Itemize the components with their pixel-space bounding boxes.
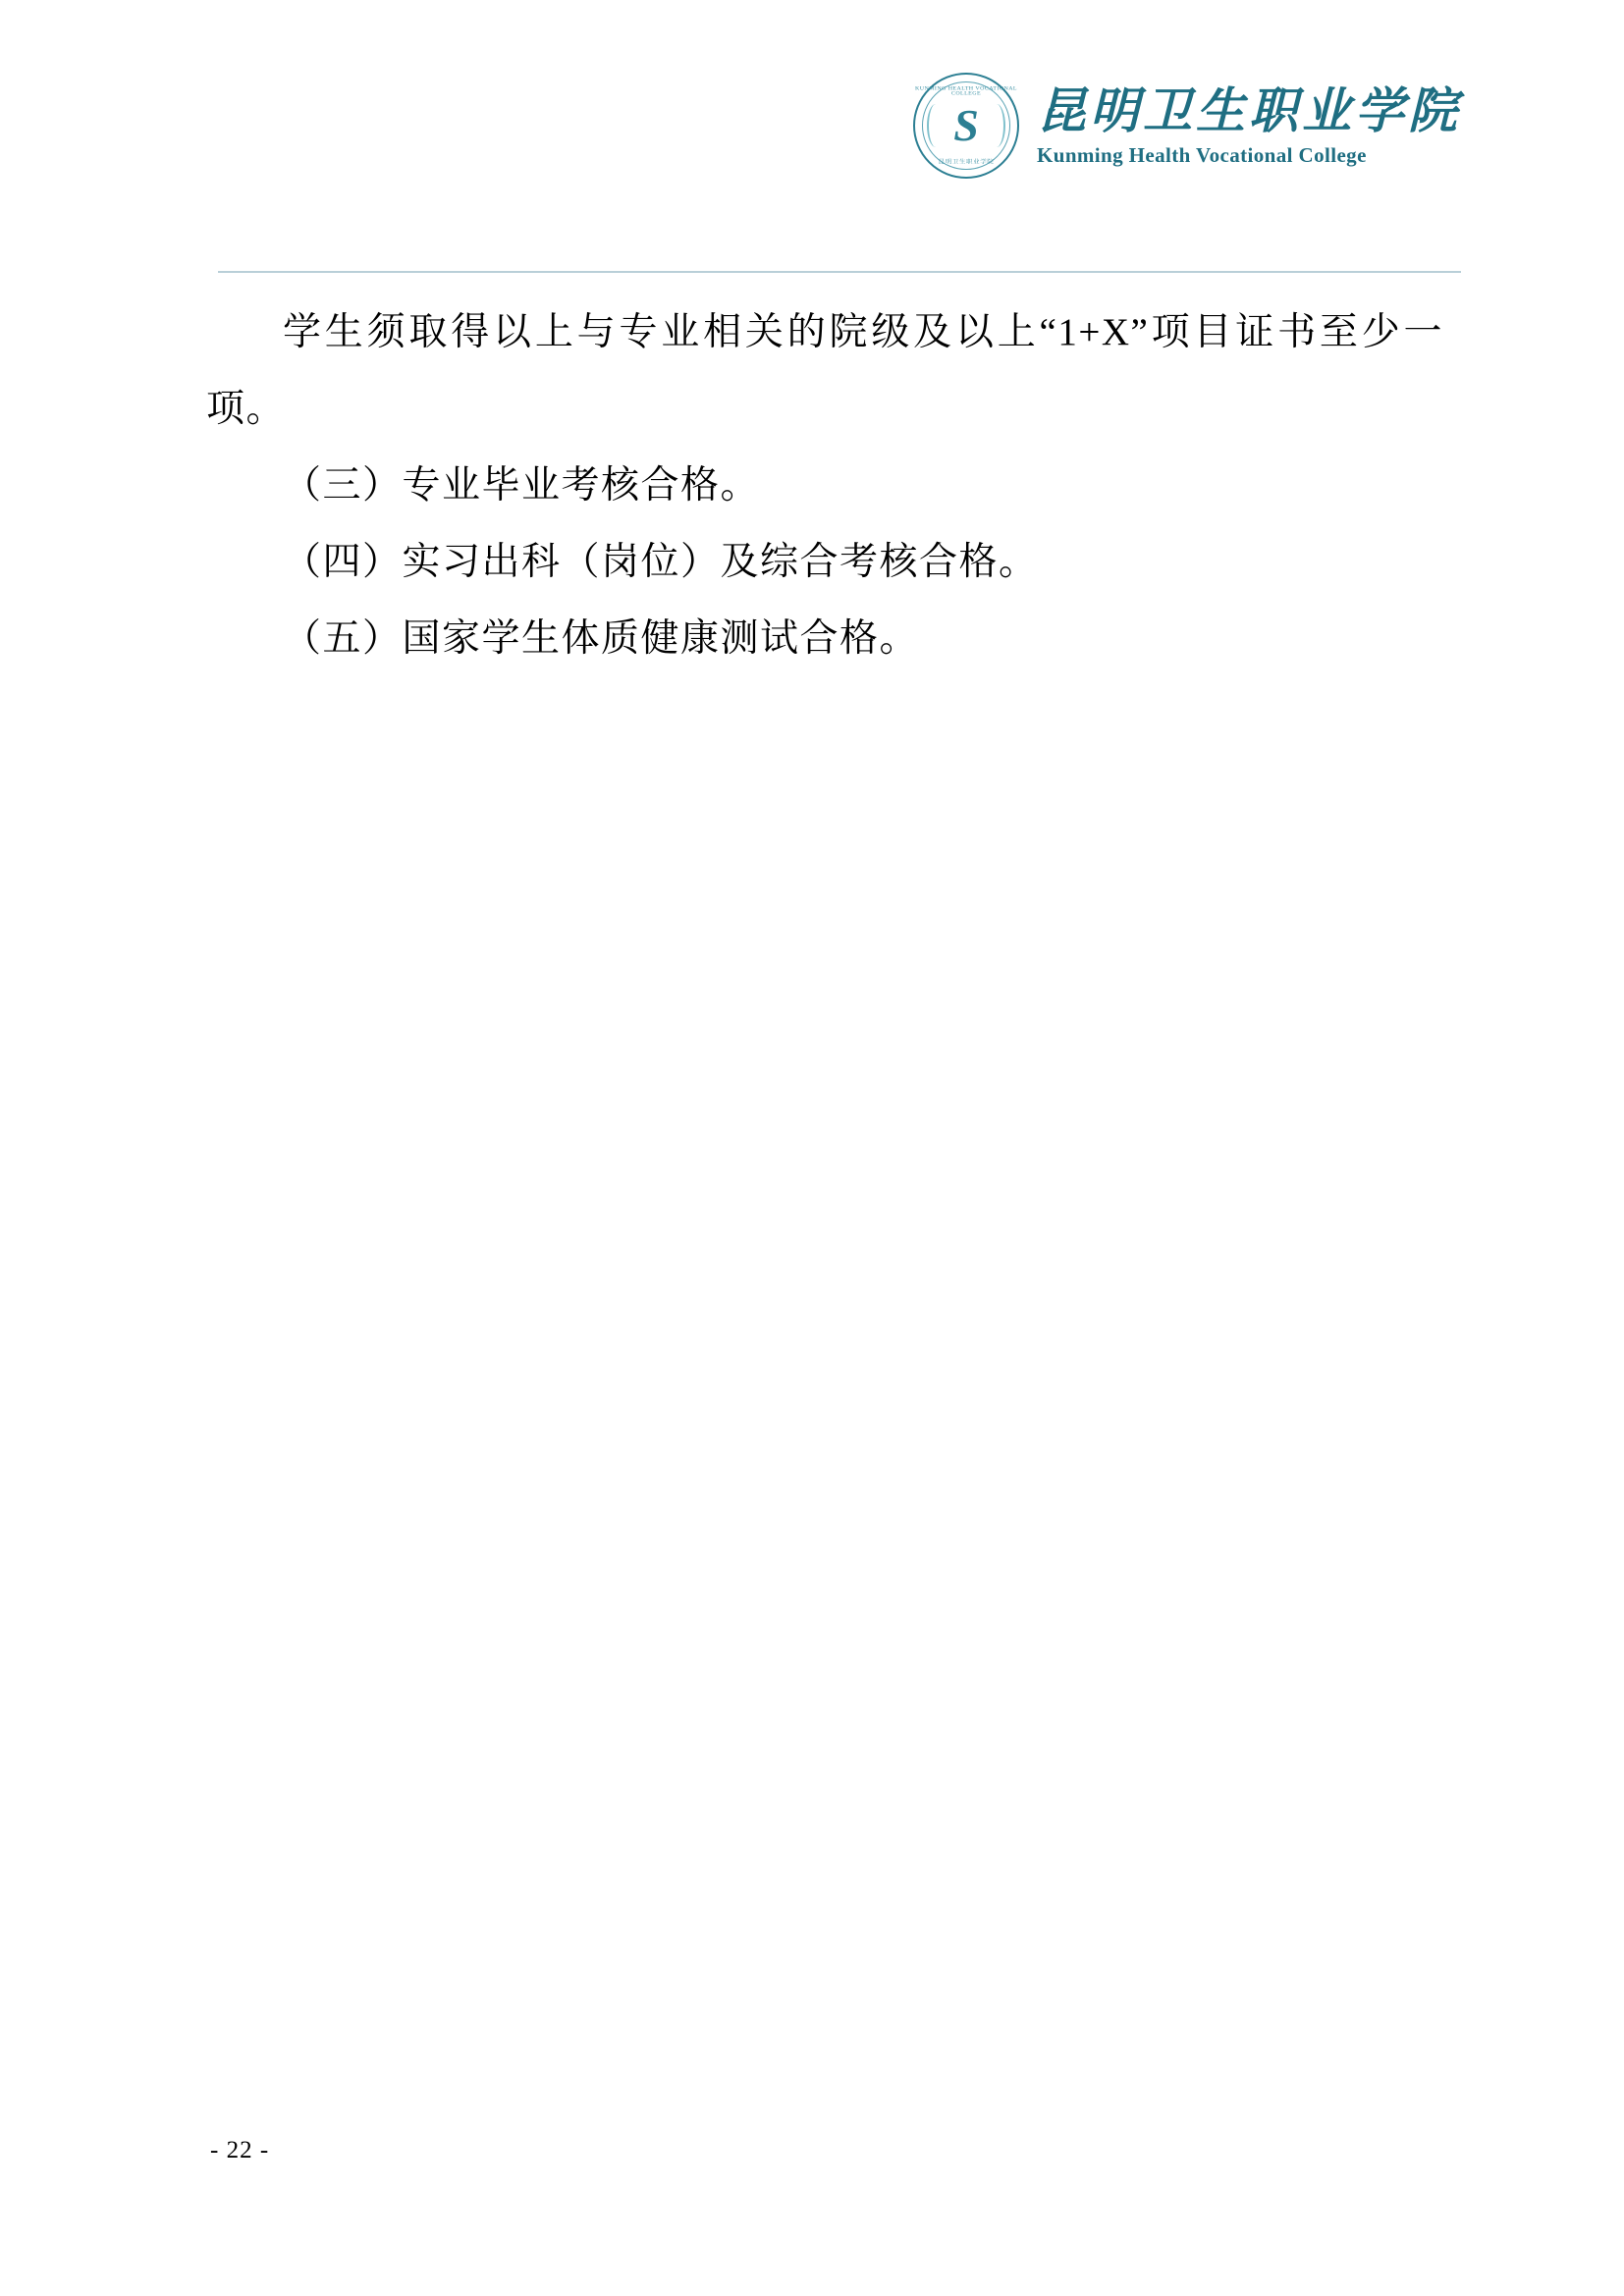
body-paragraph: （三）专业毕业考核合格。: [283, 464, 761, 507]
seal-ring-bottom-text: 昆明卫生职业学院: [938, 159, 995, 166]
page-number: - 22 -: [210, 2137, 270, 2163]
page-header: [0, 0, 1624, 265]
college-name-en: Kunming Health Vocational College: [1037, 142, 1367, 167]
document-body: [206, 294, 1443, 677]
wreath-left-icon: [927, 104, 945, 147]
body-paragraph: 学生须取得以上与专业相关的院级及以上“1+X”项目证书至少一项。: [206, 311, 1443, 430]
college-name-cn: 昆明卫生职业学院: [1037, 82, 1461, 138]
seal-ring-top-text: KUNMING HEALTH VOCATIONAL COLLEGE: [915, 85, 1017, 97]
body-paragraph: （五）国家学生体质健康测试合格。: [283, 617, 920, 660]
body-paragraph: （四）实习出科（岗位）及综合考核合格。: [283, 541, 1039, 583]
seal-center-letter: S: [953, 100, 979, 150]
page-footer: [0, 2137, 1624, 2176]
college-seal-icon: [913, 73, 1019, 179]
college-logo: [913, 73, 1461, 179]
header-divider: [218, 271, 1461, 273]
wreath-right-icon: [988, 104, 1005, 147]
college-name-block: [1037, 84, 1461, 168]
